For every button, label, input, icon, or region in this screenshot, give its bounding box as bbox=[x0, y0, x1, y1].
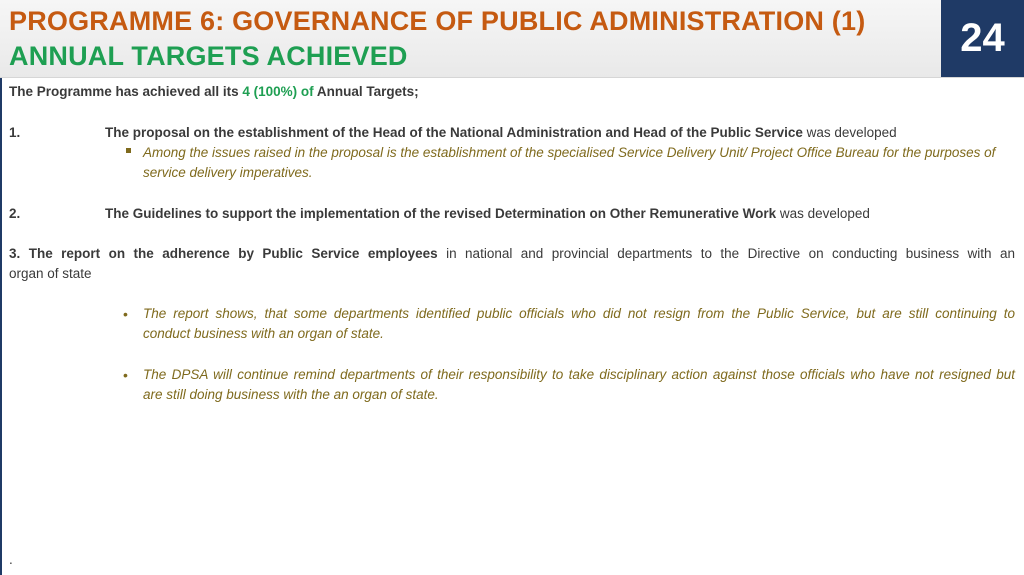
intro-line bbox=[9, 82, 419, 102]
item-1-sub-line-1: Among the issues raised in the proposal is the establishment of the specialised Service Delivery Unit/ Project Office Bureau for the purposes of bbox=[143, 145, 996, 160]
item-3-bullet-2-line-2: are still doing business with the an organ of state. bbox=[143, 387, 439, 402]
item-3-rest: in national and provincial departments to the Directive on conducting business with an bbox=[437, 246, 1015, 261]
item-2-rest: was developed bbox=[776, 206, 870, 221]
slide-subtitle: ANNUAL TARGETS ACHIEVED bbox=[9, 41, 408, 71]
item-1-text bbox=[105, 123, 897, 143]
bullet-dot-icon: • bbox=[123, 367, 128, 383]
slide-header bbox=[0, 0, 1024, 78]
intro-highlight: 4 (100%) of bbox=[242, 84, 314, 99]
footer-mark: . bbox=[9, 552, 13, 567]
item-1-rest: was developed bbox=[802, 125, 897, 140]
item-1-sub-line-2: service delivery imperatives. bbox=[143, 165, 313, 180]
item-3-bullet-2-line-1: The DPSA will continue remind departments of their responsibility to take disciplinary action against those officials who have not resigned but bbox=[143, 367, 1015, 382]
item-3-bullet-1-line-1: The report shows, that some departments identified public officials who did not resign from the Public Service, but are still continuing to bbox=[143, 306, 1015, 321]
item-1-number: 1. bbox=[9, 125, 21, 140]
item-3-text-line-2: organ of state bbox=[9, 266, 92, 281]
intro-prefix: The Programme has achieved all its bbox=[9, 84, 243, 99]
item-1-bold: proposal on the establishment of the Head of the National Administration and Head of the Public Service bbox=[132, 125, 803, 140]
item-1-lead: The bbox=[105, 125, 133, 140]
slide-title: PROGRAMME 6: GOVERNANCE OF PUBLIC ADMINISTRATION (1) bbox=[9, 6, 866, 36]
intro-suffix: Annual Targets; bbox=[313, 84, 419, 99]
page-number-badge: 24 bbox=[941, 0, 1024, 77]
item-3-number: 3. bbox=[9, 246, 21, 261]
square-bullet-icon bbox=[126, 148, 131, 153]
item-2-bold: The Guidelines to support the implementation of the revised Determination on Other Remunerative Work bbox=[105, 206, 777, 221]
item-3-bullet-1-line-2: conduct business with an organ of state. bbox=[143, 326, 384, 341]
item-2-text bbox=[105, 204, 870, 224]
item-2-number: 2. bbox=[9, 206, 21, 221]
bullet-dot-icon: • bbox=[123, 306, 128, 322]
item-3-text bbox=[9, 244, 1015, 264]
item-3-bold: The report on the adherence by Public Service employees bbox=[20, 246, 438, 261]
